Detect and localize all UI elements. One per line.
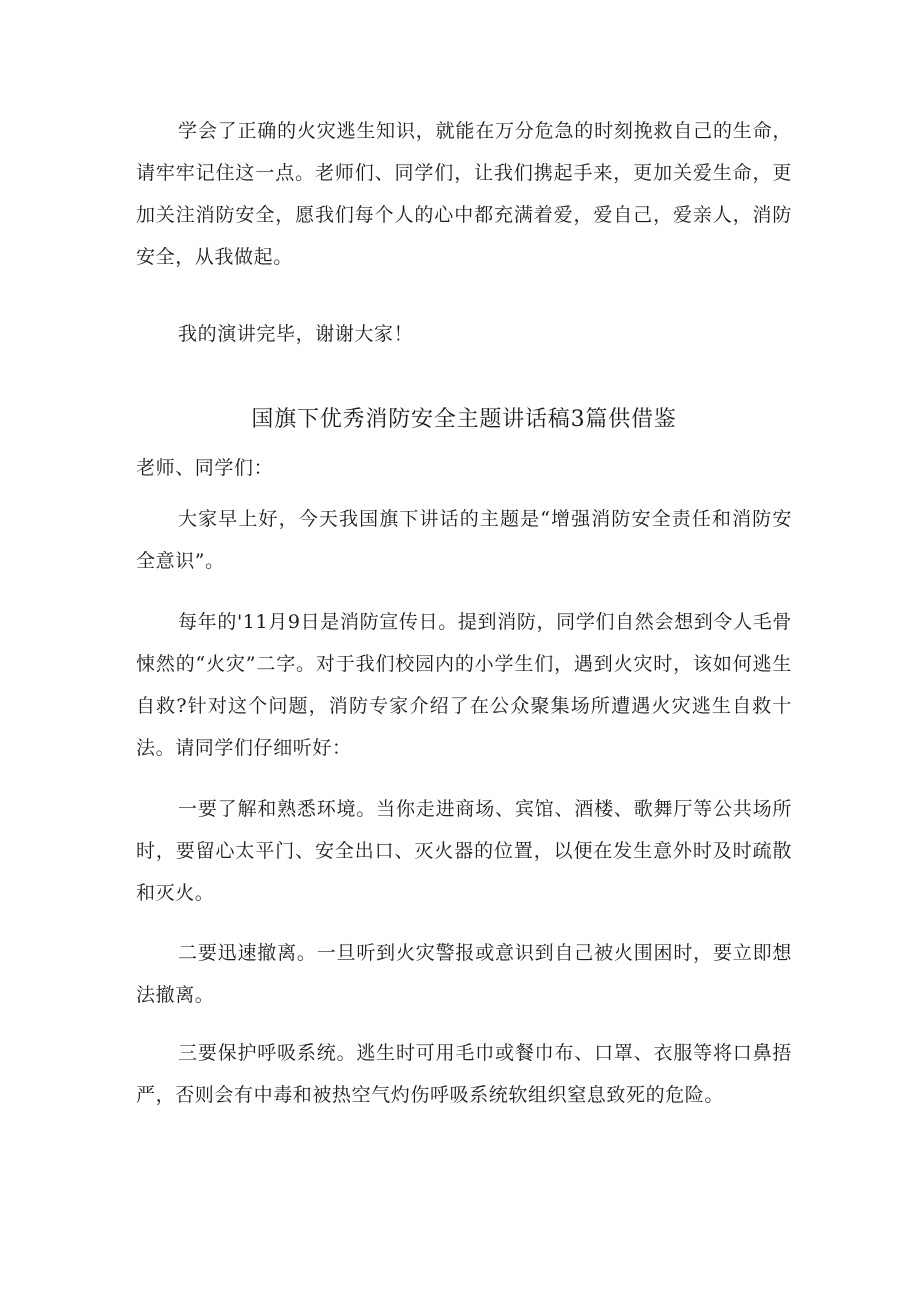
paragraph-rule-three: 三要保护呼吸系统。逃生时可用毛巾或餐巾布、口罩、衣服等将口鼻捂严，否则会有中毒和被热空气灼伤呼吸系统软组织窒息致死的危险。 [136, 1042, 792, 1106]
paragraph-rule-one: 一要了解和熟悉环境。当你走进商场、宾馆、酒楼、歌舞厅等公共场所时，要留心太平门、安全出口、灭火器的位置，以便在发生意外时及时疏散和灭火。 [136, 798, 792, 904]
paragraph-fire-day: 每年的'11月9日是消防宣传日。提到消防，同学们自然会想到令人毛骨悚然的“火灾”二字。对于我们校园内的小学生们，遇到火灾时，该如何逃生自救?针对这个问题，消防专家介绍了在公众聚集场所遭遇火灾逃生自救十法。请同学们仔细听好： [136, 611, 792, 759]
paragraph-closing-advice: 学会了正确的火灾逃生知识，就能在万分危急的时刻挽救自己的生命，请牢牢记住这一点。老师们、同学们，让我们携起手来，更加关爱生命，更加关注消防安全，愿我们每个人的心中都充满着爱，爱自己，爱亲人，消防安全，从我做起。 [136, 120, 792, 268]
paragraph-rule-two: 二要迅速撤离。一旦听到火灾警报或意识到自己被火围困时，要立即想法撤离。 [136, 942, 792, 1006]
paragraph-closing-thanks: 我的演讲完毕，谢谢大家！ [178, 323, 414, 345]
salutation: 老师、同学们： [136, 457, 274, 479]
paragraph-greeting: 大家早上好，今天我国旗下讲话的主题是“增强消防安全责任和消防安全意识”。 [136, 508, 792, 572]
section-heading: 国旗下优秀消防安全主题讲话稿3篇供借鉴 [251, 407, 677, 432]
